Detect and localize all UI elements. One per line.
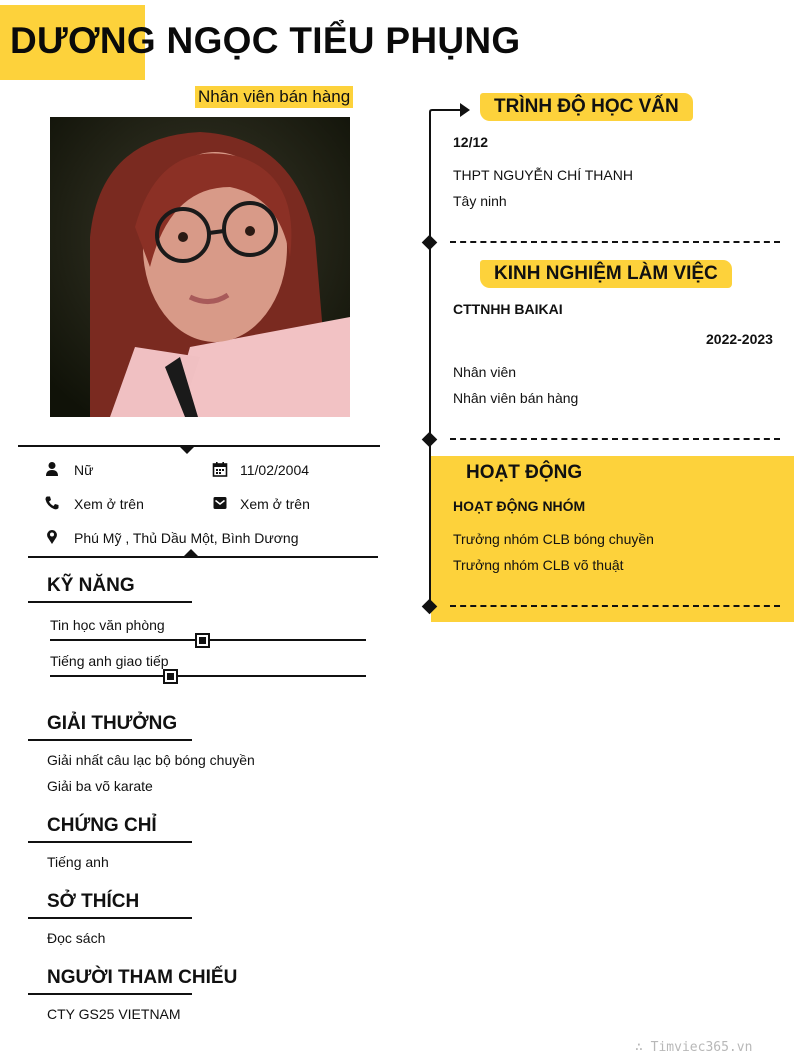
skill-bar <box>50 639 366 641</box>
section-divider <box>450 605 780 607</box>
candidate-name: DƯƠNG NGỌC TIỂU PHỤNG <box>10 20 521 61</box>
skill-level-marker <box>165 671 176 682</box>
hobbies-title-underline <box>28 917 192 919</box>
certificate-item: Tiếng anh <box>47 854 109 870</box>
skill-name: Tin học văn phòng <box>50 617 165 633</box>
awards-title: GIẢI THƯỞNG <box>47 713 178 734</box>
user-icon <box>44 461 60 477</box>
references-title-underline <box>28 993 192 995</box>
gender-value: Nữ <box>74 462 94 478</box>
education-grade: 12/12 <box>453 134 489 150</box>
job-title: Nhân viên bán hàng <box>195 86 353 108</box>
info-bottom-notch <box>184 549 198 556</box>
hobby-item: Đọc sách <box>47 930 106 946</box>
experience-title: KINH NGHIỆM LÀM VIỆC <box>480 260 732 288</box>
activity-item: Trưởng nhóm CLB võ thuật <box>453 557 624 573</box>
award-item: Giải nhất câu lạc bộ bóng chuyền <box>47 752 255 768</box>
info-top-notch <box>180 447 194 454</box>
info-top-line <box>18 445 380 447</box>
skill-bar <box>50 675 366 677</box>
references-title: NGƯỜI THAM CHIẾU <box>47 967 238 988</box>
profile-photo <box>50 117 350 417</box>
section-divider <box>450 438 780 440</box>
birthday-value: 11/02/2004 <box>240 462 310 478</box>
education-location: Tây ninh <box>453 193 507 209</box>
timeline-node <box>422 432 438 448</box>
phone-icon <box>44 495 60 511</box>
reference-item: CTY GS25 VIETNAM <box>47 1006 181 1022</box>
activities-group: HOẠT ĐỘNG NHÓM <box>453 498 586 514</box>
experience-period: 2022-2023 <box>706 331 773 347</box>
phone-value: Xem ở trên <box>74 496 144 512</box>
address-value: Phú Mỹ , Thủ Dầu Một, Bình Dương <box>74 530 299 546</box>
awards-title-underline <box>28 739 192 741</box>
skills-title-underline <box>28 601 192 603</box>
hobbies-title: SỞ THÍCH <box>47 891 140 912</box>
location-pin-icon <box>44 529 60 545</box>
skill-name: Tiếng anh giao tiếp <box>50 653 169 669</box>
email-value: Xem ở trên <box>240 496 310 512</box>
activity-item: Trưởng nhóm CLB bóng chuyền <box>453 531 654 547</box>
calendar-icon <box>212 461 228 477</box>
activities-title: HOẠT ĐỘNG <box>466 462 583 483</box>
experience-position: Nhân viên <box>453 364 517 380</box>
experience-description: Nhân viên bán hàng <box>453 390 579 406</box>
education-school: THPT NGUYỄN CHÍ THANH <box>453 167 633 183</box>
email-icon <box>212 495 228 511</box>
certificates-title-underline <box>28 841 192 843</box>
section-divider <box>450 241 780 243</box>
award-item: Giải ba võ karate <box>47 778 153 794</box>
certificates-title: CHỨNG CHỈ <box>47 815 157 836</box>
watermark: ∴ Timviec365.vn <box>635 1040 753 1055</box>
skill-level-marker <box>197 635 208 646</box>
timeline-arrow <box>420 98 480 118</box>
skills-title: KỸ NĂNG <box>47 575 135 596</box>
timeline-node <box>422 235 438 251</box>
info-bottom-line <box>28 556 378 558</box>
education-title: TRÌNH ĐỘ HỌC VẤN <box>480 93 693 121</box>
experience-company: CTTNHH BAIKAI <box>453 301 563 317</box>
